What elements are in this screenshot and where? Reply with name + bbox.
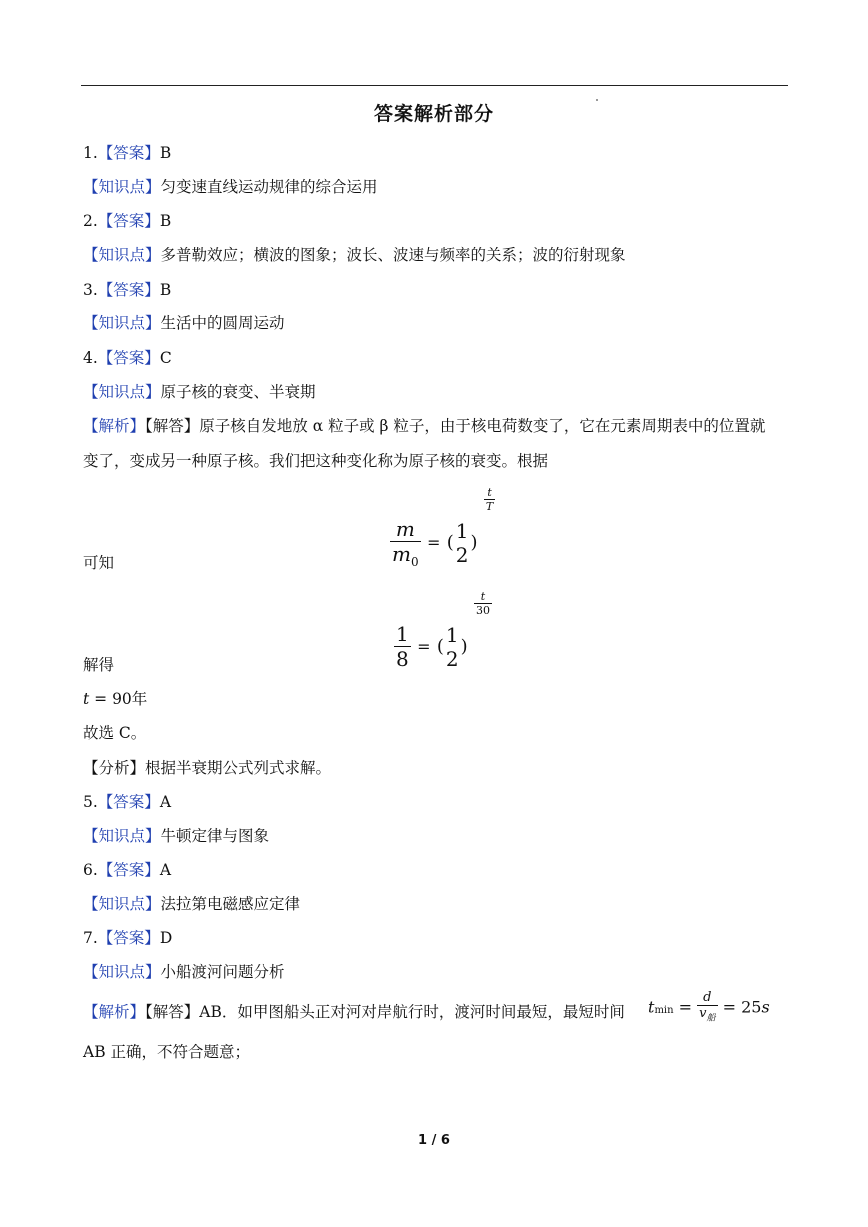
q5-number: 5. [83,793,98,811]
distance-var: d [697,990,717,1006]
jiede-text: 解得 [83,656,115,674]
eighth-num: 1 [396,622,409,646]
half-den: 2 [455,542,469,567]
solution-tag: 【解答】 [145,1003,200,1021]
q4-knowledge-line [83,382,316,402]
exponent-den: 30 [476,604,491,617]
answer-tag: 【答案】 [97,349,160,367]
q4-knowledge: 原子核的衰变、半衰期 [160,383,316,401]
result-line [83,689,147,709]
q6-answer: A [159,861,172,879]
q3-knowledge-line [83,313,285,333]
result-var: t [83,690,90,708]
q3-answer: B [159,281,172,299]
q2-answer: B [159,212,172,230]
tmin-result: = 25 [722,997,762,1017]
q6-knowledge: 法拉第电磁感应定律 [160,895,301,913]
half-num: 1 [455,518,469,543]
q4-answer-line [83,348,172,368]
decay-formula: $\frac{m}{m_0}$ = ( 1 2 ) $\frac{t}{T}$ [392,486,494,569]
half-fraction [444,623,461,671]
q7-answer-line [83,928,172,948]
half-num: 1 [445,622,459,647]
q2-number: 2. [83,212,98,230]
q2-answer-line [83,211,171,231]
tmin-var: t [648,997,655,1017]
q1-knowledge: 匀变速直线运动规律的综合运用 [160,178,378,196]
knowledge-tag: 【知识点】 [83,827,161,845]
kezhi-text: 可知 [83,554,115,572]
d-over-v-fraction [697,990,717,1024]
equals-sign: = [426,533,441,552]
q7-knowledge: 小船渡河问题分析 [160,963,285,981]
q4-analysis-line1 [83,416,765,436]
answer-tag: 【答案】 [97,144,160,162]
eighth-fraction [394,622,411,671]
knowledge-tag: 【知识点】 [83,314,161,332]
exponent-fraction [484,486,495,513]
velocity-sub: 船 [706,1013,716,1024]
initial-mass-sub: 0 [410,554,419,569]
analysis-tag: 【解析】 [83,417,146,435]
q4-analysis-line2: 变了，变成另一种原子核。我们把这种变化称为原子核的衰变。根据 [83,452,549,470]
equals-sign: = [417,637,431,656]
tmin-sub: min [654,1005,674,1017]
answer-tag: 【答案】 [97,929,160,947]
eighth-den: 8 [396,647,409,671]
initial-mass-var: m [392,541,411,566]
exponent-den: T [485,500,494,513]
q1-knowledge-line [83,177,378,197]
q4-analysis-text1: 原子核自发地放 α 粒子或 β 粒子，由于核电荷数变了，它在元素周期表中的位置就 [199,417,766,435]
q4-answer: C [159,349,172,367]
half-den: 2 [445,646,459,671]
q6-knowledge-line [83,894,300,914]
q5-knowledge-line [83,826,269,846]
answer-tag: 【答案】 [97,281,160,299]
answer-tag: 【答案】 [97,212,160,230]
q4-fenxi-line [83,758,331,778]
half-fraction [454,519,471,567]
mass-var: m [390,517,421,542]
q5-answer: A [159,793,172,811]
q3-answer-line [83,280,171,300]
knowledge-tag: 【知识点】 [83,895,161,913]
knowledge-tag: 【知识点】 [83,383,161,401]
q5-knowledge: 牛顿定律与图象 [160,827,270,845]
q6-answer-line [83,860,171,880]
header-rule [81,85,788,86]
q1-number: 1. [83,144,98,162]
knowledge-tag: 【知识点】 [83,963,161,981]
q3-number: 3. [83,281,98,299]
velocity-var: v [699,1006,707,1021]
conclusion-text: 故选 C。 [83,724,147,742]
knowledge-tag: 【知识点】 [83,246,161,264]
q2-knowledge: 多普勒效应；横波的图象；波长、波速与频率的关系；波的衍射现象 [160,246,626,264]
knowledge-tag: 【知识点】 [83,178,161,196]
q7-analysis-line1 [83,1002,625,1022]
q5-answer-line [83,792,171,812]
mass-ratio-fraction [390,517,421,569]
tmin-formula [648,990,770,1024]
equals-sign: = [678,997,693,1017]
q3-knowledge: 生活中的圆周运动 [160,314,285,332]
q4-fenxi-text: 根据半衰期公式列式求解。 [145,759,332,777]
page-number: 1 / 6 [418,1133,450,1148]
q2-knowledge-line [83,245,626,265]
q4-number: 4. [83,349,98,367]
q7-number: 7. [83,929,98,947]
q7-knowledge-line [83,962,285,982]
seconds-unit: s [761,997,770,1017]
q7-line2: AB 正确，不符合题意； [83,1043,251,1061]
solution-tag: 【解答】 [145,417,200,435]
q6-number: 6. [83,861,98,879]
exponent-num: t [484,486,495,500]
answer-tag: 【答案】 [97,861,160,879]
analysis-tag: 【解析】 [83,1003,146,1021]
result-value: = 90年 [89,690,148,708]
q1-answer-line [83,143,171,163]
page-title: 答案解析部分 [373,103,494,125]
exponent-num: t [474,590,492,604]
decay-formula-numeric: $\frac{1}{8}$ = ( 1 2 ) $\frac{t}{30}$ [396,590,491,671]
q7-analysis-text: AB．如甲图船头正对河对岸航行时，渡河时间最短，最短时间 [199,1003,625,1021]
exponent-fraction [474,590,492,617]
fenxi-tag: 【分析】 [83,759,146,777]
q1-answer: B [159,144,172,162]
q7-answer: D [159,929,173,947]
answer-tag: 【答案】 [97,793,160,811]
